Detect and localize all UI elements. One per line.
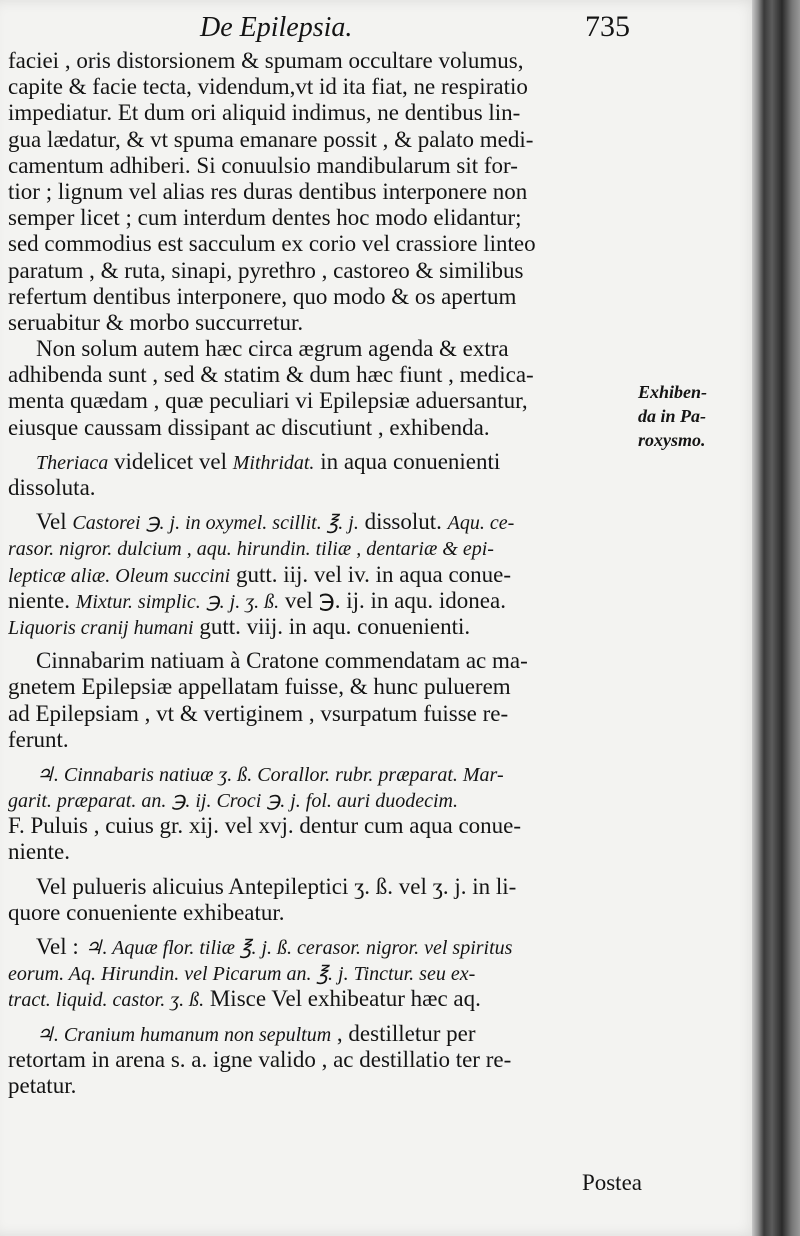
roman-segment: Vel : bbox=[36, 934, 85, 959]
italic-segment: Liquoris cranij humani bbox=[8, 616, 194, 639]
line-text: capite & facie tecta, videndum,vt id ita fiat, ne respiratio bbox=[8, 74, 528, 100]
text-line bbox=[8, 727, 636, 753]
line-text: gnetem Epilepsiæ appellatam fuisse, & hunc puluerem bbox=[8, 674, 511, 700]
text-line bbox=[8, 934, 636, 960]
text-line bbox=[8, 813, 636, 839]
text-line bbox=[8, 231, 636, 257]
italic-segment: tract. liquid. castor. ʒ. ß. bbox=[8, 989, 205, 1012]
text-line bbox=[8, 614, 636, 640]
line-text: tior ; lignum vel alias res duras dentibus interponere non bbox=[8, 178, 528, 204]
roman-segment: niente. bbox=[8, 587, 76, 613]
italic-segment: lepticæ aliæ. Oleum succini bbox=[8, 564, 231, 587]
paragraph-gap bbox=[8, 926, 636, 934]
text-line bbox=[8, 336, 636, 362]
italic-segment: rasor. nigror. dulcium , aqu. hirundin. tiliæ , dentariæ & epi- bbox=[8, 538, 494, 561]
paragraph-gap bbox=[8, 866, 636, 874]
paragraph-gap bbox=[8, 441, 636, 449]
text-line bbox=[8, 284, 636, 310]
italic-segment: ♃. Aquæ flor. tiliæ ℥. j. ß. cerasor. nigror. vel spiritus bbox=[84, 937, 513, 959]
roman-segment: dissolut. bbox=[358, 509, 448, 535]
text-line bbox=[8, 310, 636, 336]
text-line bbox=[8, 562, 636, 588]
roman-segment: gutt. viij. in aqu. conuenienti. bbox=[193, 613, 471, 639]
roman-segment: Misce Vel exhibeatur hæc aq. bbox=[204, 986, 481, 1012]
text-line bbox=[8, 761, 636, 787]
text-line bbox=[8, 475, 636, 501]
line-text: ad Epilepsiam , vt & vertiginem , vsurpatum fuisse re- bbox=[8, 700, 509, 726]
body-text bbox=[8, 48, 636, 1099]
line-text: adhibenda sunt , sed & statim & dum hæc fiunt , medica- bbox=[8, 362, 534, 388]
text-line bbox=[8, 960, 636, 986]
catchword: Postea bbox=[581, 1170, 642, 1195]
text-line bbox=[8, 449, 636, 475]
italic-segment: Aqu. ce- bbox=[447, 512, 515, 535]
italic-segment: ♃. Cranium humanum non sepultum bbox=[36, 1023, 332, 1046]
text-line bbox=[8, 100, 636, 126]
italic-segment: ♃. Cinnabaris natiuæ ʒ. ß. Corallor. rubr. præparat. Mar- bbox=[36, 763, 504, 786]
line-text: retortam in arena s. a. igne valido , ac destillatio ter re- bbox=[8, 1046, 512, 1072]
text-line bbox=[8, 509, 636, 535]
line-text: gua lædatur, & vt spuma emanare possit , & palato medi- bbox=[8, 126, 534, 152]
line-text: seruabitur & morbo succurretur. bbox=[8, 309, 304, 335]
running-title: De Epilepsia. bbox=[200, 12, 353, 43]
italic-segment: Theriaca bbox=[36, 451, 109, 474]
italic-segment: Mixtur. simplic. ℈. j. ʒ. ß. bbox=[75, 590, 280, 613]
text-line bbox=[8, 674, 636, 700]
line-text: Cinnabarim natiuam à Cratone commendatam ac ma- bbox=[36, 648, 528, 674]
text-line bbox=[8, 701, 636, 727]
page-header bbox=[200, 10, 630, 50]
roman-segment: Vel bbox=[36, 509, 73, 535]
line-text: camentum adhiberi. Si conuulsio mandibularum sit for- bbox=[8, 152, 518, 178]
text-line bbox=[8, 127, 636, 153]
text-line bbox=[8, 986, 636, 1012]
line-text: sed commodius est sacculum ex corio vel crassiore linteo bbox=[8, 231, 536, 257]
text-line bbox=[8, 48, 636, 74]
line-text: refertum dentibus interponere, quo modo & os apertum bbox=[8, 283, 517, 309]
text-line bbox=[8, 205, 636, 231]
paragraph-gap bbox=[8, 753, 636, 761]
roman-segment: in aqua conuenienti bbox=[314, 448, 501, 474]
paragraph-gap bbox=[8, 640, 636, 648]
roman-segment: F. Puluis , cuius gr. xij. vel xvj. dentur cum aqua conue- bbox=[8, 813, 522, 839]
line-text: paratum , & ruta, sinapi, pyrethro , castoreo & similibus bbox=[8, 257, 524, 283]
paragraph-gap bbox=[8, 1013, 636, 1021]
text-line bbox=[8, 415, 636, 441]
roman-segment: vel ℈. ij. in aqu. idonea. bbox=[279, 587, 506, 613]
italic-segment: garit. præparat. an. ℈. ij. Croci ℈. j. fol. auri duodecim. bbox=[8, 790, 458, 813]
italic-segment: eorum. Aq. Hirundin. vel Picarum an. ℥. j. Tinctur. seu ex- bbox=[8, 963, 476, 986]
line-text: impediatur. Et dum ori aliquid indimus, ne dentibus lin- bbox=[8, 100, 521, 126]
text-line bbox=[8, 258, 636, 284]
margin-note: Exhiben- da in Pa- roxysmo. bbox=[638, 382, 708, 450]
text-line bbox=[8, 648, 636, 674]
roman-segment: gutt. iij. vel iv. in aqua conue- bbox=[230, 561, 512, 587]
line-text: dissoluta. bbox=[8, 475, 96, 500]
text-line bbox=[8, 1047, 636, 1073]
text-line bbox=[8, 900, 636, 926]
text-line bbox=[8, 874, 636, 900]
roman-segment: Vel pulueris alicuius Antepileptici ʒ. ß. vel ʒ. j. in li- bbox=[36, 873, 517, 899]
roman-segment: , destilletur per bbox=[331, 1020, 476, 1046]
book-spine bbox=[752, 0, 800, 1236]
line-text: semper licet ; cum interdum dentes hoc modo elidantur; bbox=[8, 205, 522, 231]
text-line bbox=[8, 362, 636, 388]
line-text: menta quædam , quæ peculiari vi Epilepsiæ aduersantur, bbox=[8, 388, 528, 414]
text-line bbox=[8, 74, 636, 100]
text-line bbox=[8, 588, 636, 614]
text-line bbox=[8, 388, 636, 414]
line-text: ferunt. bbox=[8, 726, 69, 752]
italic-segment: Castorei ℈. j. in oxymel. scillit. ℥. j. bbox=[72, 512, 359, 535]
page-number: 735 bbox=[585, 10, 630, 43]
text-line bbox=[8, 153, 636, 179]
line-text: quore conueniente exhibeatur. bbox=[8, 899, 285, 925]
text-line bbox=[8, 787, 636, 813]
line-text: eiusque caussam dissipant ac discutiunt , exhibenda. bbox=[8, 414, 490, 440]
text-line bbox=[8, 839, 636, 865]
text-line bbox=[8, 535, 636, 561]
italic-segment: Mithridat. bbox=[232, 451, 315, 474]
roman-segment: videlicet vel bbox=[108, 448, 233, 474]
line-text: niente. bbox=[8, 839, 70, 865]
line-text: Non solum autem hæc circa ægrum agenda & extra bbox=[36, 336, 509, 362]
paragraph-gap bbox=[8, 501, 636, 509]
text-line bbox=[8, 1073, 636, 1099]
line-text: petatur. bbox=[8, 1072, 77, 1098]
line-text: faciei , oris distorsionem & spumam occultare volumus, bbox=[8, 48, 524, 73]
text-line bbox=[8, 179, 636, 205]
text-line bbox=[8, 1021, 636, 1047]
